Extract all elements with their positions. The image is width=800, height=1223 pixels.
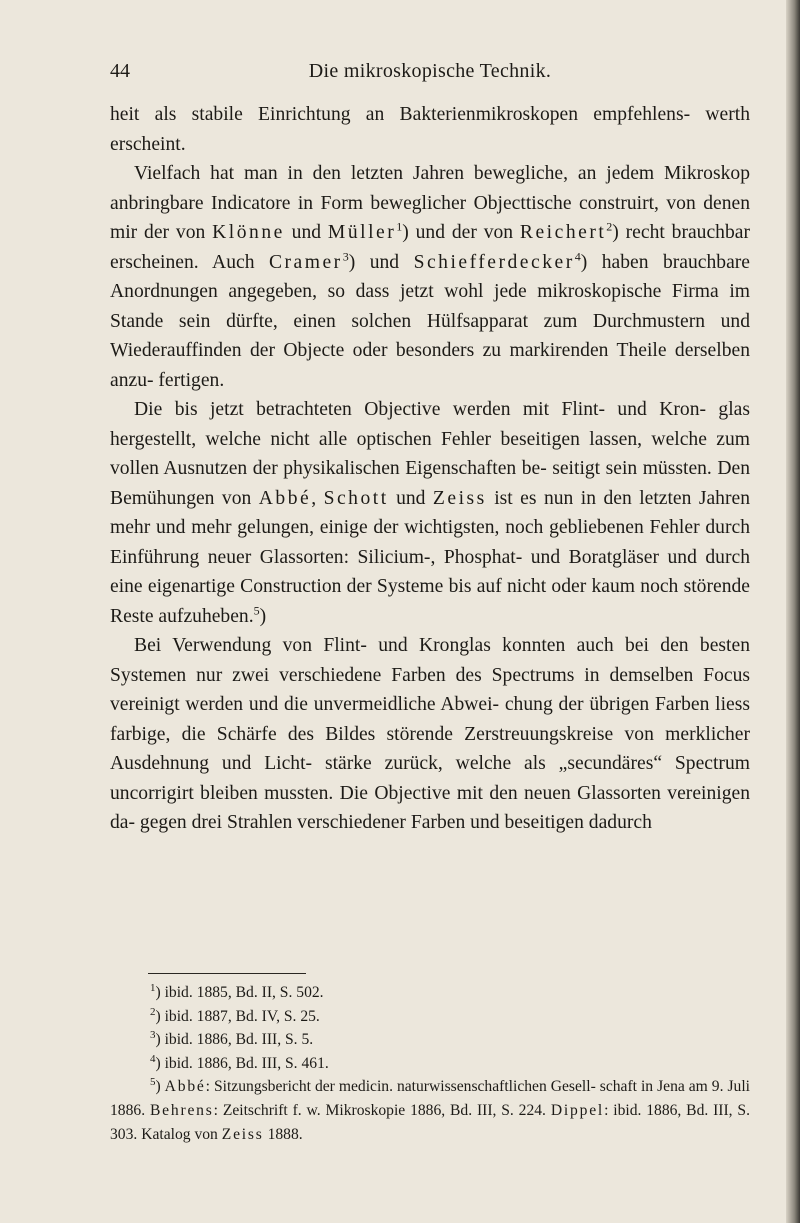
footnote-1: [110, 981, 750, 1005]
footnote-text: ) ibid. 1886, Bd. III, S. 461.: [155, 1054, 329, 1072]
author-name: Zeiss: [221, 1125, 264, 1143]
footnote-mark: 5: [150, 1076, 156, 1089]
footnote-ref[interactable]: 5: [253, 602, 260, 617]
text-run: ) und: [348, 251, 414, 273]
footnote-text: 1888.: [263, 1125, 303, 1143]
footnote-5: [110, 1075, 750, 1146]
author-name: Abbé: [258, 487, 312, 509]
footnote-ref[interactable]: 3: [342, 248, 349, 263]
text-run: ist es nun in den letzten Jahren mehr und mehr gelungen, einige der wichtigsten, noch gebliebenen Fehler durch Einführung neuer Glassorten: Silicium-, Phosphat- und Boratgläser und durch eine eigenartige Construction der Systeme bis auf nicht oder kaum noch störende Reste aufzuheben.: [110, 487, 751, 627]
footnote-4: [110, 1052, 750, 1076]
footnote-ref[interactable]: 2: [606, 219, 613, 234]
author-name: Dippel: [550, 1101, 605, 1119]
author-name: Reichert: [519, 222, 607, 243]
author-name: Behrens: [149, 1101, 214, 1119]
text-run: ) haben brauchbare Anordnungen angegeben, so dass jetzt wohl jede mikroskopische Firma im Stande sein dürfte, einen solchen Hülfsapparat zum Durchmustern und Wiederauffinden der Objecte oder besonders zu markirenden Theile derselben anzu- fertigen.: [110, 251, 750, 391]
text-run: ) und der von: [402, 222, 520, 243]
text-run: ) recht brauchbar erscheinen. Auch: [110, 222, 750, 273]
author-name: Abbé: [164, 1078, 206, 1096]
text-run: und: [388, 487, 433, 509]
text-run: Die bis jetzt betrachteten Objective werden mit Flint- und Kron- glas hergestellt, welche nicht alle optischen Fehler beseitigen lassen, welche zum vollen Ausnutzen der physikalischen Eigenschaften be- seitigt sein müssten. Den Bemühungen von: [110, 399, 750, 509]
author-name: Cramer: [268, 251, 343, 273]
text-run: ,: [311, 487, 324, 509]
paragraph-1: heit als stabile Einrichtung an Bakterienmikroskopen empfehlens- werth erscheint.: [110, 104, 750, 155]
author-name: Müller: [327, 222, 397, 243]
author-name: Schiefferdecker: [413, 251, 575, 273]
footnote-ref[interactable]: 1: [396, 219, 403, 234]
footnote-text: ): [155, 1078, 165, 1096]
page-header: [110, 60, 750, 92]
paragraph-2: [110, 159, 750, 395]
footnote-text: : Sitzungsbericht der medicin. naturwissenschaftlichen Gesell- schaft in Jena am 9. Juli 1886.: [110, 1078, 750, 1119]
text-run: und: [284, 222, 328, 243]
text-run: Vielfach hat man in den letzten Jahren bewegliche, an jedem Mikroskop anbringbare Indicatore in Form beweglicher Objecttische construirt, von denen mir der von: [110, 163, 750, 243]
footnote-2: [110, 1005, 750, 1029]
footnote-divider: [148, 973, 306, 974]
author-name: Schott: [323, 487, 389, 509]
footnote-text: ) ibid. 1885, Bd. II, S. 502.: [155, 984, 324, 1001]
footnote-text: : Zeitschrift f. w. Mikroskopie 1886, Bd. III, S. 224.: [213, 1101, 551, 1119]
author-name: Klönne: [212, 222, 285, 243]
footnote-mark: 2: [150, 1005, 156, 1018]
page-number: 44: [110, 60, 130, 82]
author-name: Zeiss: [432, 487, 487, 509]
body-text: [110, 100, 750, 838]
page-edge: [786, 0, 800, 1223]
footnote-text: ) ibid. 1887, Bd. IV, S. 25.: [155, 1007, 320, 1025]
footnote-mark: 1: [150, 981, 156, 994]
footnote-text: ) ibid. 1886, Bd. III, S. 5.: [155, 1031, 314, 1049]
paragraph-4: Bei Verwendung von Flint- und Kronglas konnten auch bei den besten Systemen nur zwei verschiedene Farben des Spectrums in demselben Focus vereinigt werden und die unvermeidliche Abwei- chung der übrigen Farben liess farbige, die Schärfe des Bildes störende Zerstreuungskreise von merklicher Ausdehnung und Licht- stärke zurück, welche als „secundäres“ Spectrum uncorrigirt bleiben mussten. Die Objective mit den neuen Glassorten vereinigen da- gegen drei Strahlen verschiedener Farben und beseitigen dadurch: [110, 635, 750, 833]
paragraph-3: [110, 395, 750, 631]
running-title: Die mikroskopische Technik.: [308, 60, 552, 82]
footnote-ref[interactable]: 4: [574, 248, 581, 263]
footnote-mark: 3: [150, 1029, 156, 1041]
footnotes: [110, 981, 750, 1146]
footnote-mark: 4: [150, 1052, 156, 1065]
text-run: ): [259, 605, 267, 627]
footnote-text: : ibid. 1886, Bd. III, S. 303. Katalog von: [110, 1101, 750, 1143]
footnote-3: [110, 1028, 750, 1052]
